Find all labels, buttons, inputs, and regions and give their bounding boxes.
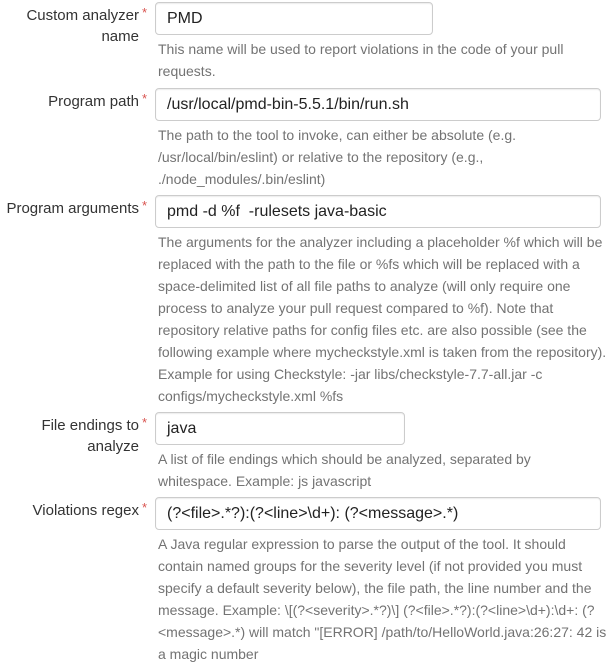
file-endings-row (0, 412, 614, 492)
custom-analyzer-name-row (0, 2, 614, 82)
program-arguments-row (0, 195, 614, 407)
violations-regex-label: Violations regex (32, 502, 139, 519)
required-marker: * (141, 91, 147, 106)
required-marker: * (141, 198, 147, 213)
violations-regex-row (0, 497, 614, 665)
custom-analyzer-name-input[interactable]: PMD (155, 2, 433, 35)
required-marker: * (141, 5, 147, 20)
file-endings-help: A list of file endings which should be analyzed, separated by whitespace. Example: js javascript (158, 451, 531, 489)
program-path-input[interactable]: /usr/local/pmd-bin-5.5.1/bin/run.sh (155, 88, 601, 121)
custom-analyzer-name-help: This name will be used to report violations in the code of your pull requests. (158, 41, 564, 79)
violations-regex-input[interactable]: (?<file>.*?):(?<line>\d+): (?<message>.*) (155, 497, 601, 530)
file-endings-input[interactable]: java (155, 412, 405, 445)
program-path-help: The path to the tool to invoke, can either be absolute (e.g. /usr/local/bin/eslint) or relative to the repository (e.g., ./node_modules/.bin/eslint) (158, 127, 517, 187)
violations-regex-help: A Java regular expression to parse the output of the tool. It should contain named groups for the severity level (if not provided you must specify a default severity below), the file path, the line number and the message. Example: \[(?<severity>.*?)\] (?<file>.*?):(?<line>\d+):\d+: (?<message>.*) will match "[ERROR] /path/to/HelloWorld.java:26:27: 42 is a magic number (158, 536, 607, 662)
program-arguments-label: Program arguments (6, 200, 139, 217)
program-arguments-input[interactable]: pmd -d %f -rulesets java-basic (155, 195, 601, 228)
program-arguments-help: The arguments for the analyzer including a placeholder %f which will be replaced with the path to the file or %fs which will be replaced with a space-delimited list of all file paths to analyze (will only require one process to analyze your pull request compared to %f). Note that repository relative paths for config files etc. are also possible (see the following example where mycheckstyle.xml is taken from the repository). Example for using Checkstyle: -jar libs/checkstyle-7.7-all.jar -c configs/mycheckstyle.xml %fs (158, 234, 607, 404)
required-marker: * (141, 500, 147, 515)
custom-analyzer-name-label: Custom analyzer name (26, 7, 139, 45)
required-marker: * (141, 415, 147, 430)
file-endings-label: File endings to analyze (41, 417, 139, 455)
program-path-row (0, 88, 614, 190)
program-path-label: Program path (48, 93, 139, 110)
